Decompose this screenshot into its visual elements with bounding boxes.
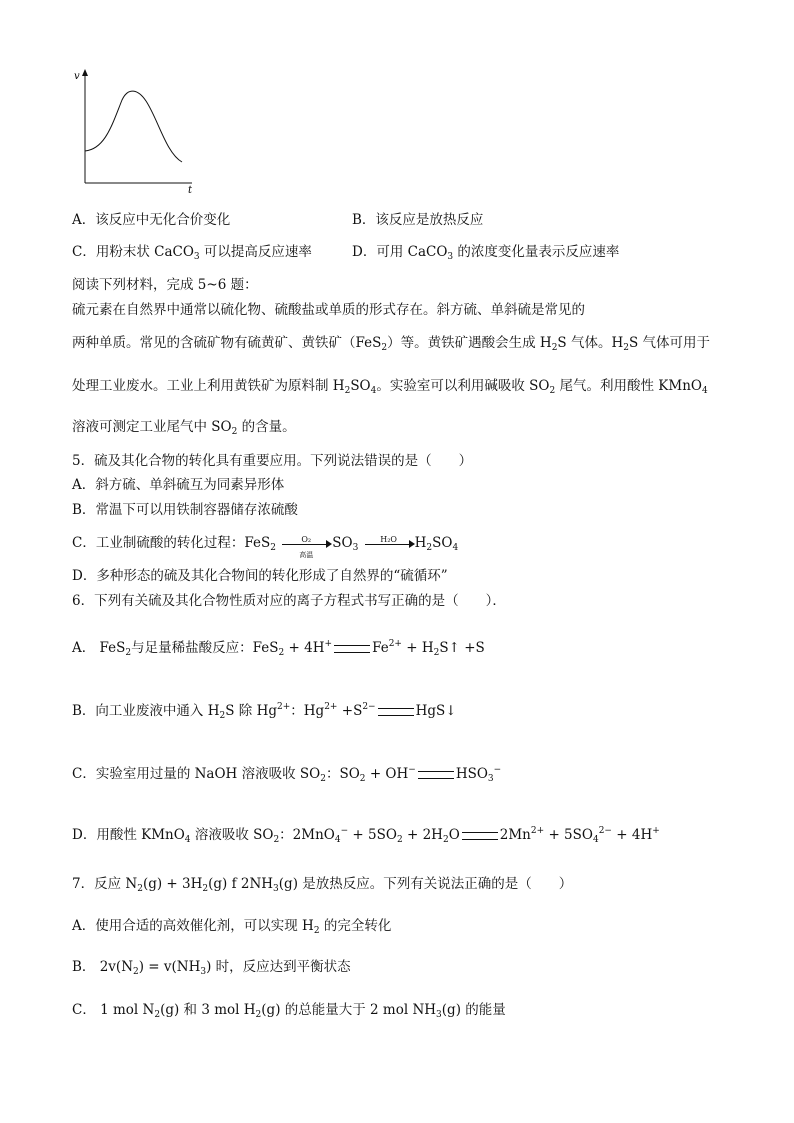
q7-option-b: B． $2v(N_2) = v(NH_3)$ 时，反应达到平衡状态: [72, 959, 351, 977]
reading-paragraph-line: 处理工业废水。工业上利用黄铁矿为原料制 $H_2SO_4$。实验室可以利用碱吸收 $SO_2$ 尾气。利用酸性 KMnO$_4$: [72, 378, 708, 396]
reading-intro: 阅读下列材料，完成 5~6 题：: [72, 277, 258, 293]
q6-option-c: C．实验室用过量的 NaOH 溶液吸收 $SO_2$：$SO_2 + OH^-$ $HSO_3^-$: [72, 765, 502, 784]
q6-option-b: B．向工业废液中通入 $H_2S$ 除 $Hg^{2+}$：$Hg^{2+} +S^{2-}$ HgS↓: [72, 702, 457, 721]
q7-option-a: A．使用合适的高效催化剂，可以实现 $H_2$ 的完全转化: [72, 918, 392, 936]
x-axis-label: t: [188, 185, 193, 195]
equals-sign-icon: [378, 708, 414, 716]
equals-sign-icon: [334, 645, 370, 653]
reading-paragraph-line: 两种单质。常见的含硫矿物有硫黄矿、黄铁矿（FeS$_2$）等。黄铁矿遇酸会生成 $H_2S$ 气体。$H_2S$ 气体可用于: [72, 335, 711, 353]
q4-option-c: C．用粉末状 CaCO$_3$ 可以提高反应速率: [72, 244, 312, 262]
y-axis-label: v: [74, 71, 80, 82]
equals-sign-icon: [462, 832, 498, 840]
q4-option-a: A．该反应中无化合价变化: [72, 212, 231, 228]
y-axis-arrow: [82, 69, 88, 76]
reading-paragraph-line: 溶液可测定工业尾气中 $SO_2$ 的含量。: [72, 419, 296, 437]
q5-stem: 5．硫及其化合物的转化具有重要应用。下列说法错误的是（ ）: [72, 453, 473, 469]
q6-option-d: D．用酸性 KMnO$_4$ 溶液吸收 $SO_2$：$2MnO_4^- + 5SO_2 + 2H_2O$ $2Mn^{2+} + 5SO_4^{2-} + 4H^+$: [72, 826, 660, 845]
reaction-arrow-icon: O₂ 高温: [280, 536, 332, 552]
equals-sign-icon: [418, 771, 454, 779]
reaction-arrow-icon: H₂O: [363, 536, 415, 552]
q4-option-d: D．可用 CaCO$_3$ 的浓度变化量表示反应速率: [352, 244, 620, 262]
reaction-rate-graph: [70, 65, 200, 195]
rate-curve: [85, 91, 182, 162]
q5-option-b: B．常温下可以用铁制容器储存浓硫酸: [72, 502, 298, 518]
q5-option-c: C．工业制硫酸的转化过程：FeS$_2$ O₂ 高温 $SO_3$ H₂O $H_2SO_4$: [72, 534, 459, 559]
q7-option-c: C． 1 mol $N_2(g)$ 和 3 mol $H_2(g)$ 的总能量大于 2 mol $NH_3(g)$ 的能量: [72, 1002, 506, 1020]
q5-option-d: D．多种形态的硫及其化合物间的转化形成了自然界的“硫循环”: [72, 568, 448, 584]
q7-stem: 7．反应 $N_2(g) + 3H_2(g)$ f $2NH_3(g)$ 是放热反应。下列有关说法正确的是（ ）: [72, 876, 573, 894]
q6-stem: 6．下列有关硫及其化合物性质对应的离子方程式书写正确的是（ ）．: [72, 593, 506, 609]
q6-option-a: A． FeS$_2$与足量稀盐酸反应：FeS$_2$ + 4H+ $Fe^{2+}$ + $H_2S↑ +S$: [72, 639, 485, 658]
q4-option-b: B．该反应是放热反应: [352, 212, 484, 228]
reading-paragraph-line: 硫元素在自然界中通常以硫化物、硫酸盐或单质的形式存在。斜方硫、单斜硫是常见的: [72, 302, 585, 318]
q5-option-a: A．斜方硫、单斜硫互为同素异形体: [72, 477, 285, 493]
